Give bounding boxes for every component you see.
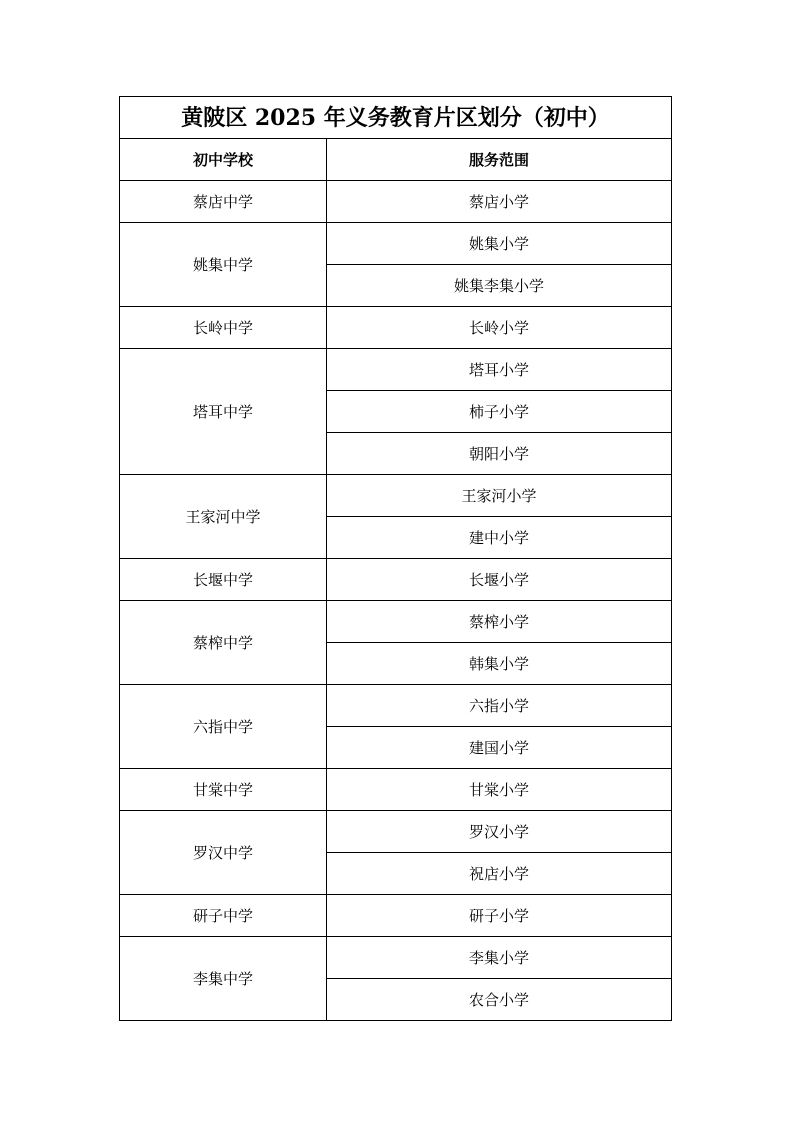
primary-school-cell: 长堰小学 (327, 559, 672, 601)
primary-school-cell: 罗汉小学 (327, 811, 672, 853)
table-body (120, 181, 672, 1021)
primary-school-cell: 祝店小学 (327, 853, 672, 895)
table-row (120, 601, 672, 643)
column-header-service-area: 服务范围 (327, 139, 672, 181)
primary-school-cell: 李集小学 (327, 937, 672, 979)
primary-school-cell: 姚集小学 (327, 223, 672, 265)
primary-school-cell: 长岭小学 (327, 307, 672, 349)
junior-school-cell: 蔡店中学 (120, 181, 327, 223)
primary-school-cell: 研子小学 (327, 895, 672, 937)
header-row (120, 139, 672, 181)
primary-school-cell: 塔耳小学 (327, 349, 672, 391)
primary-school-cell: 甘棠小学 (327, 769, 672, 811)
primary-school-cell: 王家河小学 (327, 475, 672, 517)
primary-school-cell: 韩集小学 (327, 643, 672, 685)
table-row (120, 559, 672, 601)
table-row (120, 307, 672, 349)
primary-school-cell: 蔡榨小学 (327, 601, 672, 643)
table-row (120, 769, 672, 811)
table-row (120, 895, 672, 937)
junior-school-cell: 塔耳中学 (120, 349, 327, 475)
junior-school-cell: 蔡榨中学 (120, 601, 327, 685)
title-row (120, 97, 672, 139)
primary-school-cell: 蔡店小学 (327, 181, 672, 223)
primary-school-cell: 姚集李集小学 (327, 265, 672, 307)
table-title: 黄陂区 2025 年义务教育片区划分（初中） (120, 97, 672, 139)
junior-school-cell: 姚集中学 (120, 223, 327, 307)
primary-school-cell: 柿子小学 (327, 391, 672, 433)
primary-school-cell: 朝阳小学 (327, 433, 672, 475)
junior-school-cell: 长堰中学 (120, 559, 327, 601)
junior-school-cell: 长岭中学 (120, 307, 327, 349)
primary-school-cell: 建国小学 (327, 727, 672, 769)
primary-school-cell: 六指小学 (327, 685, 672, 727)
primary-school-cell: 农合小学 (327, 979, 672, 1021)
table-row (120, 937, 672, 979)
table-row (120, 685, 672, 727)
junior-school-cell: 罗汉中学 (120, 811, 327, 895)
table-row (120, 475, 672, 517)
table-row (120, 811, 672, 853)
table-row (120, 349, 672, 391)
junior-school-cell: 李集中学 (120, 937, 327, 1021)
junior-school-cell: 六指中学 (120, 685, 327, 769)
table-row (120, 181, 672, 223)
column-header-school: 初中学校 (120, 139, 327, 181)
primary-school-cell: 建中小学 (327, 517, 672, 559)
junior-school-cell: 研子中学 (120, 895, 327, 937)
junior-school-cell: 甘棠中学 (120, 769, 327, 811)
school-zone-table (119, 96, 672, 1021)
junior-school-cell: 王家河中学 (120, 475, 327, 559)
table-row (120, 223, 672, 265)
